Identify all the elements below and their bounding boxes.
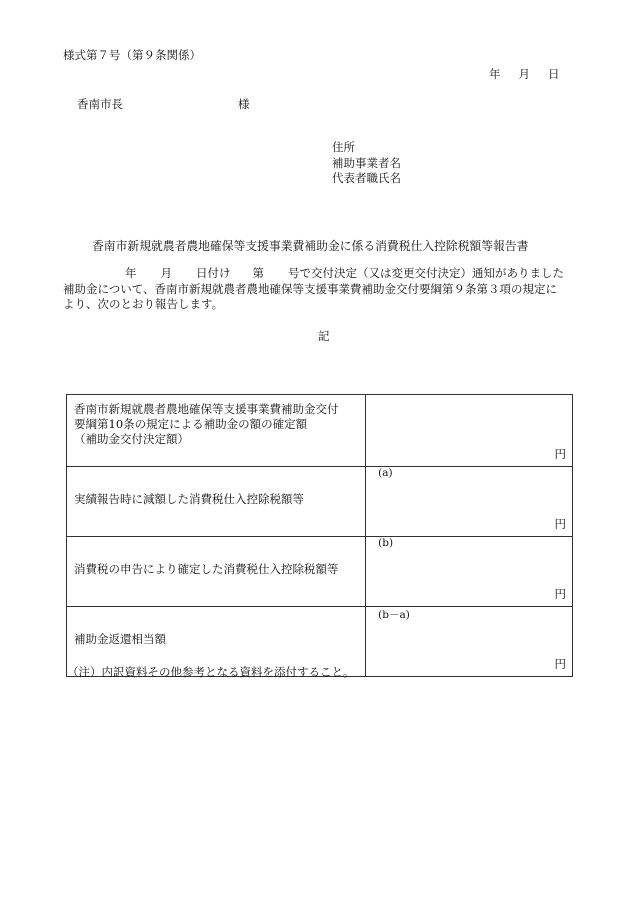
form-number: 様式第７号（第９条関係） — [63, 48, 201, 62]
addressee-honorific: 様 — [238, 97, 250, 111]
row-tag: (b－a) — [378, 609, 410, 621]
row-label-line: 要綱第10条の規定による補助金の額の確定額 — [74, 417, 308, 431]
amount-field[interactable] — [366, 395, 573, 467]
footnote: （注）内訳資料その他参考となる資料を添付すること。 — [67, 665, 355, 679]
row-tag: (a) — [378, 467, 393, 479]
date-month: 月 — [518, 67, 530, 81]
yen-unit: 円 — [554, 657, 566, 671]
amount-field[interactable] — [366, 537, 573, 607]
yen-unit: 円 — [554, 517, 566, 531]
amount-field[interactable] — [366, 467, 573, 537]
applicant-business-name-label: 補助事業者名 — [332, 155, 401, 170]
body-rest-line1: 号で交付決定（又は変更交付決定）通知がありました — [288, 266, 564, 280]
table-row — [67, 537, 573, 607]
applicant-address-label: 住所 — [332, 140, 355, 154]
yen-unit: 円 — [554, 587, 566, 601]
addressee-name: 香南市長 — [77, 97, 123, 111]
row-label — [67, 467, 366, 537]
body-day-ref: 日付け — [196, 266, 231, 280]
body-line-2: 補助金について、香南市新規就農者農地確保等支援事業費補助金交付要綱第９条第３項の規定に — [63, 281, 558, 296]
date-line — [489, 66, 560, 82]
row-label — [67, 537, 366, 607]
body-year: 年 — [125, 266, 137, 280]
row-label-line: 香南市新規就農者農地確保等支援事業費補助金交付 — [74, 402, 339, 416]
body-month: 月 — [160, 266, 172, 280]
row-label-text: 実績報告時に減額した消費税仕入控除税額等 — [74, 492, 304, 506]
row-tag: (b) — [378, 537, 394, 549]
date-day: 日 — [548, 67, 560, 81]
row-label-line: （補助金交付決定額） — [74, 432, 189, 446]
table-row — [67, 467, 573, 537]
addressee — [77, 96, 250, 112]
body-dai: 第 — [252, 266, 264, 280]
yen-unit: 円 — [554, 447, 566, 461]
row-label — [67, 395, 366, 467]
applicant-block — [332, 140, 401, 187]
ki-heading: 記 — [318, 329, 330, 343]
body-line-1 — [63, 266, 583, 282]
body-line-3: より、次のとおり報告します。 — [63, 297, 224, 312]
table-row — [67, 395, 573, 467]
row-label-text: 消費税の申告により確定した消費税仕入控除税額等 — [74, 562, 339, 576]
amount-field[interactable] — [366, 607, 573, 677]
applicant-representative-label: 代表者職氏名 — [332, 171, 401, 186]
document-title: 香南市新規就農者農地確保等支援事業費補助金に係る消費税仕入控除税額等報告書 — [92, 239, 529, 253]
report-table — [66, 394, 573, 677]
row-label-text: 補助金返還相当額 — [74, 632, 166, 646]
date-year: 年 — [489, 67, 501, 81]
body-text — [63, 266, 583, 313]
